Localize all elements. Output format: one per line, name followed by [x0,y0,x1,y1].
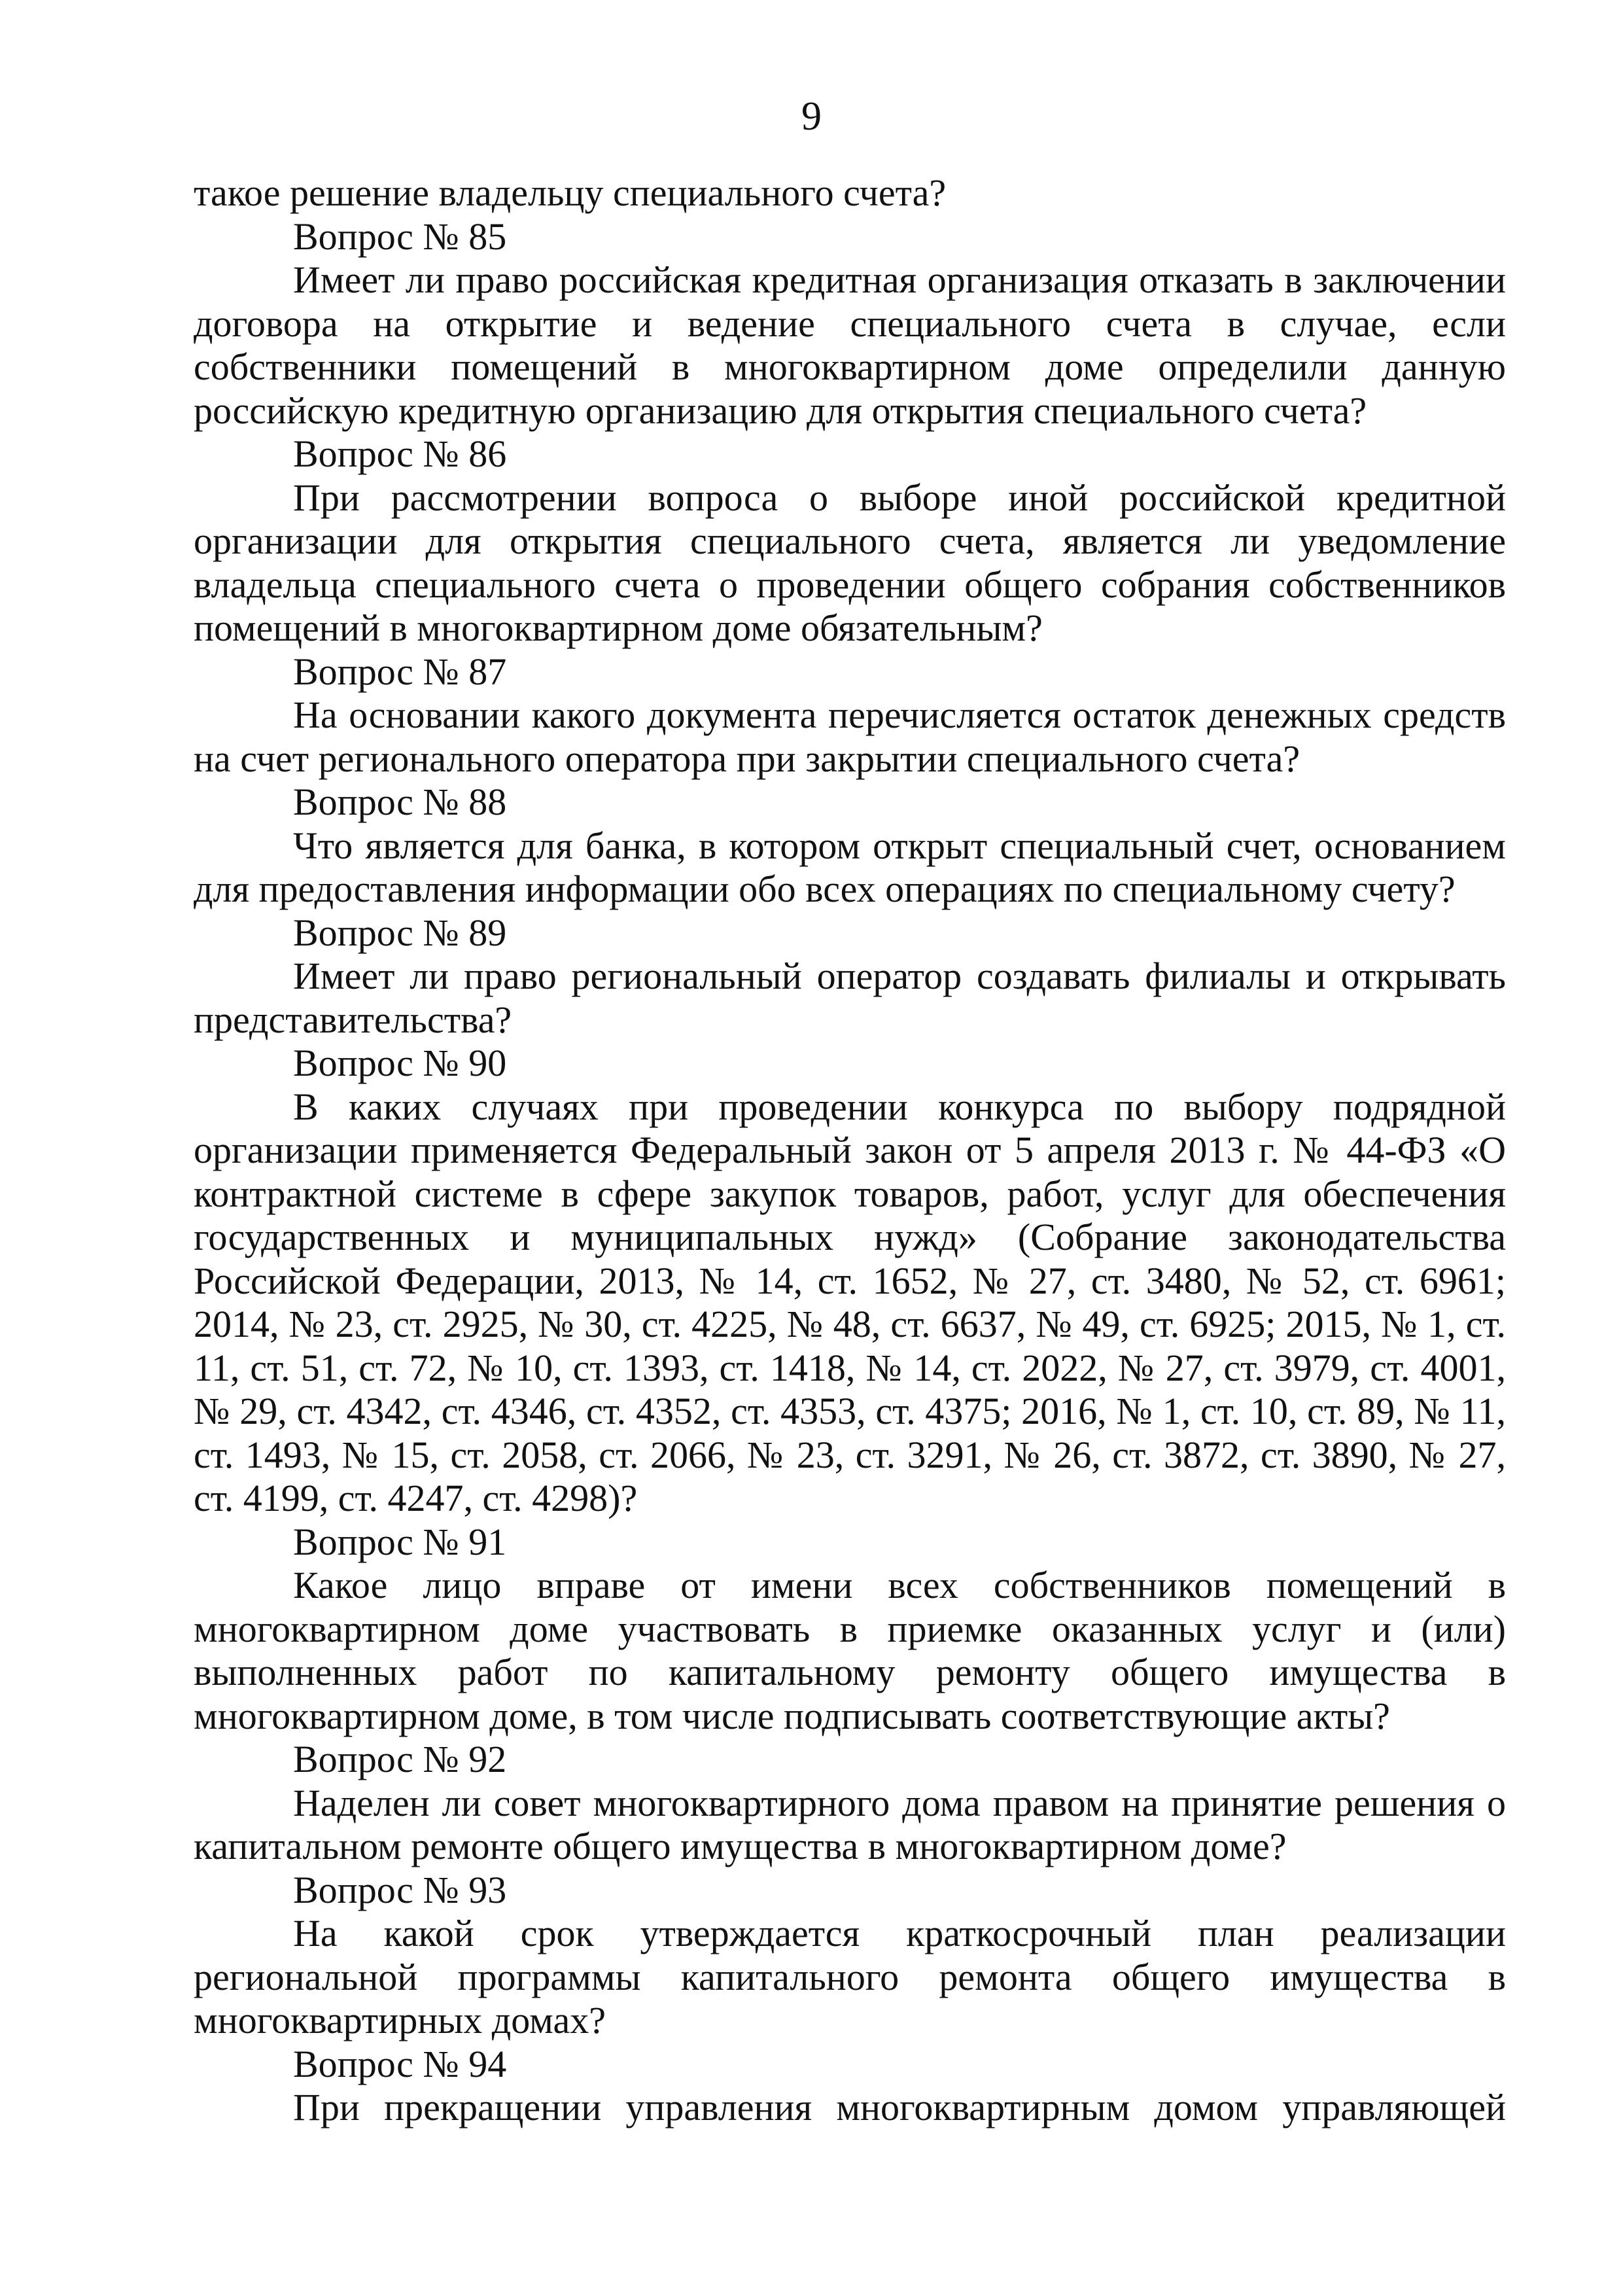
question-text: При рассмотрении вопроса о выборе иной российской кредитной организации для открытия специального счета, является ли уведомление владельца специального счета о проведении общего собрания собственников помещений в многоквартирном доме обязательным? [194,476,1506,649]
question-text: Имеет ли право региональный оператор создавать филиалы и открывать представительства? [194,955,1506,1041]
question-87 [194,650,1506,781]
question-text: Наделен ли совет многоквартирного дома правом на принятие решения о капитальном ремонте общего имущества в многоквартирном доме? [194,1781,1506,1867]
question-93 [194,1869,1506,2043]
question-heading: Вопрос № 89 [293,911,507,954]
question-text: Что является для банка, в котором открыт специальный счет, основанием для предоставления информации обо всех операциях по специальному счету? [194,824,1506,910]
question-heading: Вопрос № 92 [293,1738,507,1780]
question-text: На основании какого документа перечисляется остаток денежных средств на счет регионального оператора при закрытии специального счета? [194,694,1506,780]
intro-line: такое решение владельцу специального счета? [194,171,947,214]
question-86 [194,433,1506,650]
question-heading: Вопрос № 90 [293,1042,507,1084]
page-content [194,171,1506,2130]
question-text: В каких случаях при проведении конкурса по выбору подрядной организации применяется Федеральный закон от 5 апреля 2013 г. № 44-ФЗ «О контрактной системе в сфере закупок товаров, работ, услуг для обеспечения государственных и муниципальных нужд» (Собрание законодательства Российской Федерации, 2013, № 14, ст. 1652, № 27, ст. 3480, № 52, ст. 6961; 2014, № 23, ст. 2925, № 30, ст. 4225, № 48, ст. 6637, № 49, ст. 6925; 2015, № 1, ст. 11, ст. 51, ст. 72, № 10, ст. 1393, ст. 1418, № 14, ст. 2022, № 27, ст. 3979, ст. 4001, № 29, ст. 4342, ст. 4346, ст. 4352, ст. 4353, ст. 4375; 2016, № 1, ст. 10, ст. 89, № 11, ст. 1493, № 15, ст. 2058, ст. 2066, № 23, ст. 3291, № 26, ст. 3872, ст. 3890, № 27, ст. 4199, ст. 4247, ст. 4298)? [194,1085,1506,1519]
question-91 [194,1521,1506,1739]
question-heading: Вопрос № 88 [293,781,507,823]
question-92 [194,1738,1506,1869]
question-text: Имеет ли право российская кредитная организация отказать в заключении договора на открытие и ведение специального счета в случае, если собственники помещений в многоквартирном доме определили данную российскую кредитную организацию для открытия специального счета? [194,258,1506,432]
question-text: На какой срок утверждается краткосрочный план реализации региональной программы капитального ремонта общего имущества в многоквартирных домах? [194,1912,1506,2041]
question-94 [194,2043,1506,2130]
question-heading: Вопрос № 91 [293,1520,507,1563]
question-text: Какое лицо вправе от имени всех собственников помещений в многоквартирном доме участвовать в приемке оказанных услуг и (или) выполненных работ по капитальному ремонту общего имущества в многоквартирном доме, в том числе подписывать соответствующие акты? [194,1564,1506,1737]
question-heading: Вопрос № 93 [293,1868,507,1911]
question-heading: Вопрос № 86 [293,433,507,475]
question-89 [194,911,1506,1042]
question-90 [194,1042,1506,1521]
question-85 [194,215,1506,433]
question-heading: Вопрос № 85 [293,215,507,258]
question-heading: Вопрос № 87 [293,650,507,693]
question-text: При прекращении управления многоквартирным домом управляющей [293,2086,1506,2128]
question-88 [194,781,1506,911]
page-number: 9 [801,94,822,139]
question-heading: Вопрос № 94 [293,2042,507,2085]
